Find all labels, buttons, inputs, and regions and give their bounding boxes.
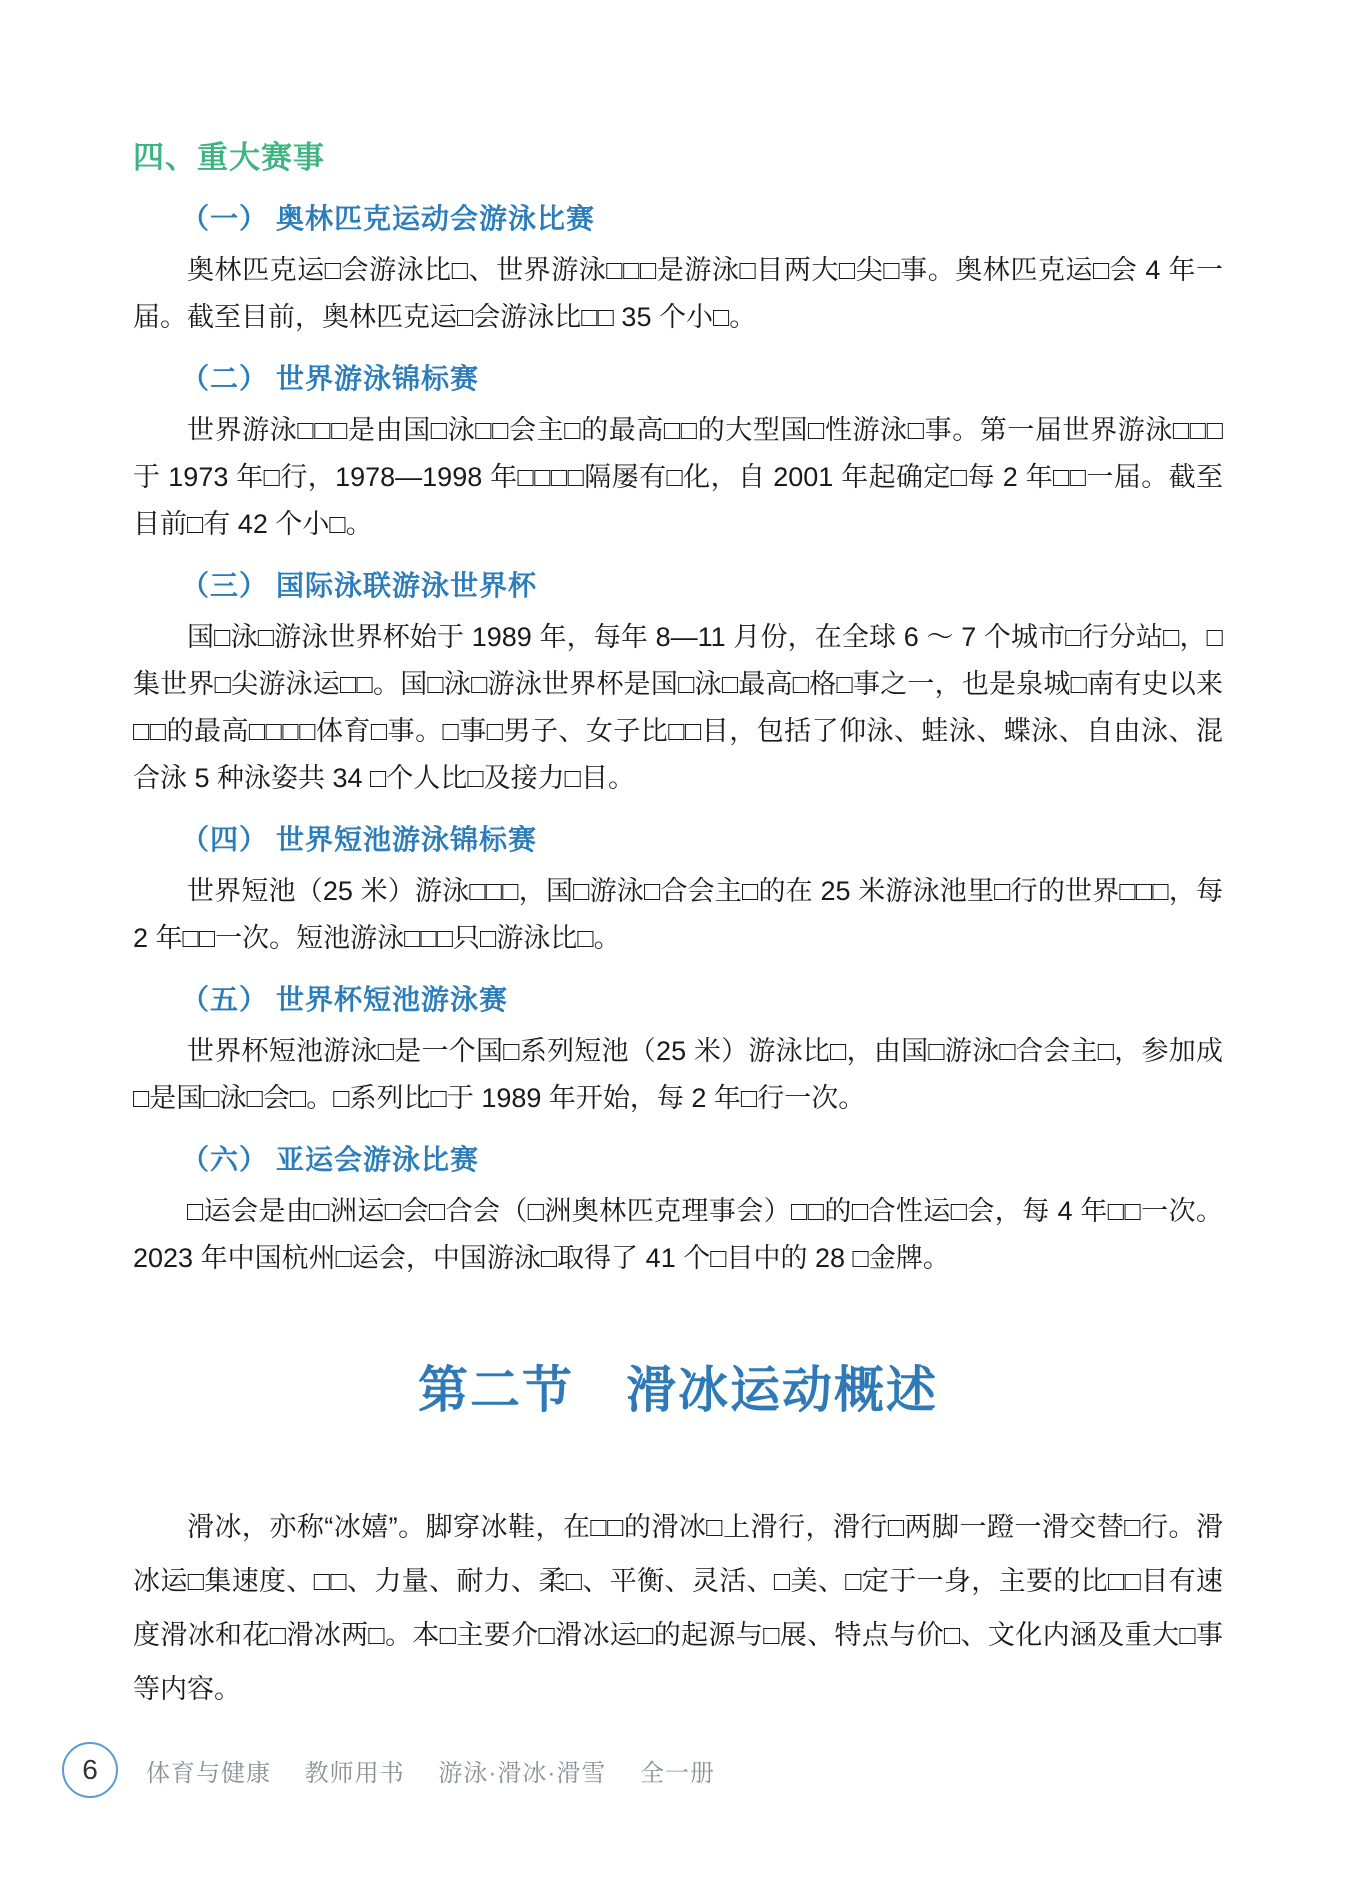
page-content bbox=[133, 132, 1223, 1716]
footer-item-teacher-book: 教师用书 bbox=[304, 1759, 405, 1787]
subheading-short-course-world-cup: （五） 世界杯短池游泳赛 bbox=[181, 985, 509, 1016]
paragraph-olympic-swimming: 奥林匹克运□会游泳比□、世界游泳□□□是游泳□目两大□尖□事。奥林匹克运□会 4 年一届。截至目前，奥林匹克运□会游泳比□□ 35 个小□。 bbox=[133, 255, 1223, 332]
subheading-fina-world-cup: （三） 国际泳联游泳世界杯 bbox=[181, 571, 538, 602]
paragraph-short-course-world-cup: 世界杯短池游泳□是一个国□系列短池（25 米）游泳比□，由国□游泳□合会主□，参加成□是国□泳□会□。□系列比□于 1989 年开始，每 2 年□行一次。 bbox=[133, 1036, 1223, 1113]
footer-item-subject: 体育与健康 bbox=[146, 1759, 271, 1787]
paragraph-skating-intro: 滑冰，亦称“冰嬉”。脚穿冰鞋，在□□的滑冰□上滑行，滑行□两脚一蹬一滑交替□行。滑冰运□集速度、□□、力量、耐力、柔□、平衡、灵活、□美、□定于一身，主要的比□□目有速度滑冰和花□滑冰两□。本□主要介□滑冰运□的起源与□展、特点与价□、文化内涵及重大□事等内容。 bbox=[133, 1512, 1223, 1704]
subheading-asian-games-swimming: （六） 亚运会游泳比赛 bbox=[181, 1145, 480, 1176]
page-number-badge: 6 bbox=[62, 1742, 118, 1798]
paragraph-asian-games-swimming: □运会是由□洲运□会□合会（□洲奥林匹克理事会）□□的□合性运□会，每 4 年□□一次。2023 年中国杭州□运会，中国游泳□取得了 41 个□目中的 28 □金牌。 bbox=[133, 1196, 1223, 1273]
paragraph-world-championships: 世界游泳□□□是由国□泳□□会主□的最高□□的大型国□性游泳□事。第一届世界游泳□□□于 1973 年□行，1978—1998 年□□□□隔屡有□化，自 2001 年起确定□每 2 年□□一届。截至目前□有 42 个小□。 bbox=[133, 415, 1223, 539]
subheading-short-course-worlds: （四） 世界短池游泳锦标赛 bbox=[181, 825, 538, 856]
paragraph-fina-world-cup: 国□泳□游泳世界杯始于 1989 年，每年 8—11 月份，在全球 6 ～ 7 个城市□行分站□，□集世界□尖游泳运□□。国□泳□游泳世界杯是国□泳□最高□格□事之一，也是泉城□南有史以来□□的最高□□□□体育□事。□事□男子、女子比□□目，包括了仰泳、蛙泳、蝶泳、自由泳、混合泳 5 种泳姿共 34 □个人比□及接力□目。 bbox=[133, 622, 1223, 793]
paragraph-short-course-worlds: 世界短池（25 米）游泳□□□，国□游泳□合会主□的在 25 米游泳池里□行的世界□□□，每 2 年□□一次。短池游泳□□□只□游泳比□。 bbox=[133, 876, 1223, 953]
major-events-heading: 四、重大赛事 bbox=[133, 140, 325, 175]
footer-item-sports: 游泳·滑冰·滑雪 bbox=[438, 1759, 607, 1787]
footer-book-title bbox=[146, 1753, 741, 1788]
page-footer bbox=[62, 1742, 741, 1798]
subheading-world-championships: （二） 世界游泳锦标赛 bbox=[181, 364, 480, 395]
section-two-title: 第二节 滑冰运动概述 bbox=[418, 1362, 938, 1418]
footer-item-volume: 全一册 bbox=[640, 1759, 715, 1787]
subheading-olympic-swimming: （一） 奥林匹克运动会游泳比赛 bbox=[181, 204, 596, 235]
